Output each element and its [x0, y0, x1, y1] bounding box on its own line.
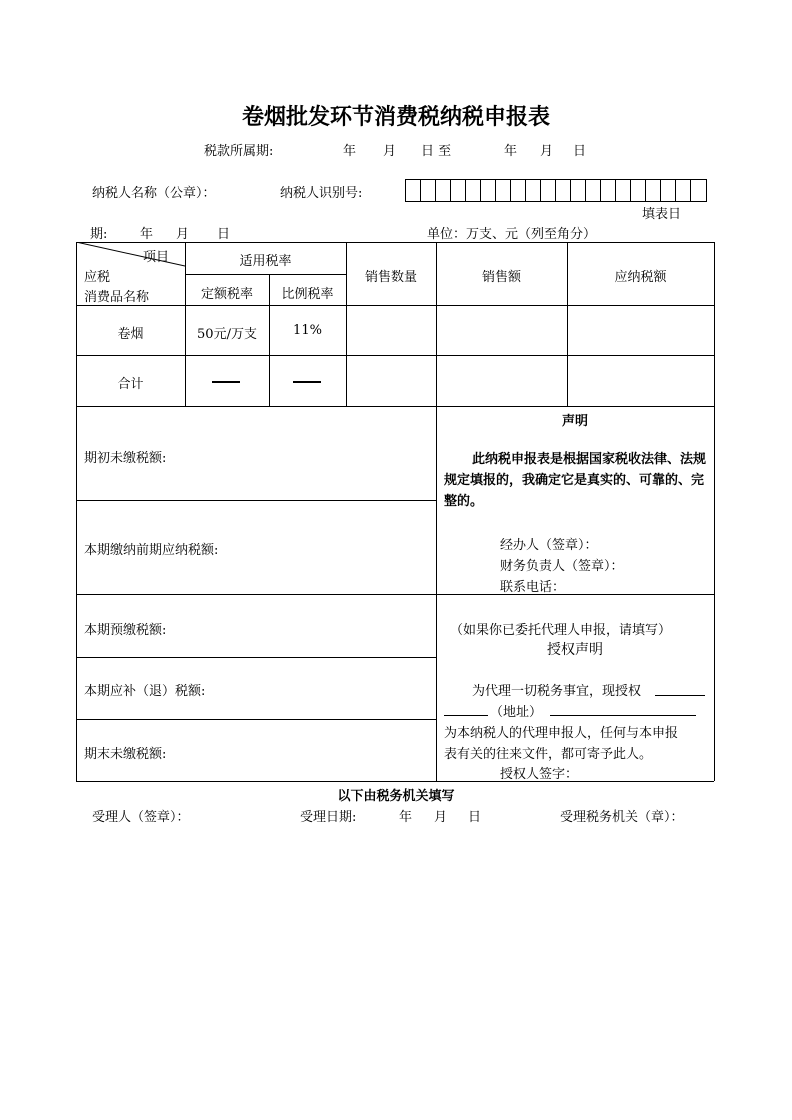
auth-title: 授权声明 — [547, 642, 603, 658]
auth-line1: 为代理一切税务事宜，现授权 — [472, 684, 642, 699]
page-title: 卷烟批发环节消费税纳税申报表 — [241, 105, 550, 130]
date-qi: 期: — [90, 227, 108, 242]
header-ratio-rate: 比例税率 — [281, 287, 334, 302]
total-fixed-dash — [212, 381, 240, 383]
fill-date-label: 填表日 — [642, 207, 682, 222]
declaration-handler: 经办人（签章）： — [500, 538, 598, 553]
unit-label: 单位：万支、元（列至角分） — [427, 227, 597, 242]
taxpayer-id-label: 纳税人识别号: — [280, 186, 363, 201]
row-cigarette-name: 卷烟 — [117, 327, 144, 342]
declaration-text: 此纳税申报表是根据国家税收法律、法规规定填报的，我确定它是真实的、可靠的、完整的。 — [444, 452, 707, 509]
auth-address: （地址） — [490, 705, 543, 720]
total-ratio-dash — [293, 381, 321, 383]
date-day: 日 — [217, 227, 231, 242]
field-closing-unpaid: 期末未缴税额: — [84, 747, 167, 762]
field-prepaid: 本期预缴税额: — [84, 623, 167, 638]
declaration-phone: 联系电话： — [500, 580, 566, 595]
tax-period-label: 税款所属期: — [204, 144, 274, 159]
row-cigarette-fixed-rate: 50元/万支 — [197, 327, 257, 342]
tax-period-year-1: 年 — [343, 144, 357, 159]
row-total-name: 合计 — [117, 377, 144, 392]
row-cigarette-ratio-rate: 11% — [293, 323, 322, 338]
footer-receive-date: 受理日期: — [300, 810, 357, 825]
date-month: 月 — [176, 227, 190, 242]
footer-day: 日 — [468, 810, 482, 825]
tax-period-day-to: 日 至 — [421, 144, 452, 159]
date-year: 年 — [140, 227, 154, 242]
tax-period-year-2: 年 — [504, 144, 518, 159]
tax-period-month-1: 月 — [383, 144, 397, 159]
header-sales-qty: 销售数量 — [364, 270, 417, 285]
field-prior-paid: 本期缴纳前期应纳税额: — [84, 543, 219, 558]
footer-month: 月 — [434, 810, 448, 825]
footer-title: 以下由税务机关填写 — [337, 789, 455, 804]
footer-office: 受理税务机关（章）： — [560, 810, 684, 825]
footer-year: 年 — [399, 810, 413, 825]
field-supplement-refund: 本期应补（退）税额: — [84, 684, 206, 699]
auth-address-blank[interactable] — [550, 715, 696, 716]
header-product-name: 消费品名称 — [84, 290, 150, 305]
header-applicable-rate: 适用税率 — [239, 254, 292, 269]
auth-line3: 表有关的往来文件，都可寄予此人。 — [444, 747, 653, 762]
taxpayer-name-label: 纳税人名称（公章）： — [92, 186, 216, 201]
header-item: 项目 — [143, 250, 170, 265]
tax-period-month-2: 月 — [540, 144, 554, 159]
header-tax-payable: 应纳税额 — [614, 270, 667, 285]
field-opening-unpaid: 期初未缴税额: — [84, 451, 167, 466]
taxpayer-id-boxes[interactable] — [405, 179, 707, 202]
header-sales-amount: 销售额 — [481, 270, 521, 285]
auth-note: （如果你已委托代理人申报，请填写） — [450, 623, 672, 638]
header-taxable: 应税 — [84, 270, 111, 285]
tax-period-day-2: 日 — [573, 144, 587, 159]
auth-signature: 授权人签字： — [500, 767, 579, 782]
auth-agent-blank[interactable] — [655, 695, 705, 696]
footer-receiver: 受理人（签章）： — [92, 810, 190, 825]
declaration-title: 声明 — [561, 414, 588, 429]
auth-line2: 为本纳税人的代理申报人，任何与本申报 — [444, 726, 679, 741]
declaration-finance-head: 财务负责人（签章）： — [500, 559, 624, 574]
header-fixed-rate: 定额税率 — [200, 287, 253, 302]
auth-agent-blank-2[interactable] — [444, 715, 488, 716]
